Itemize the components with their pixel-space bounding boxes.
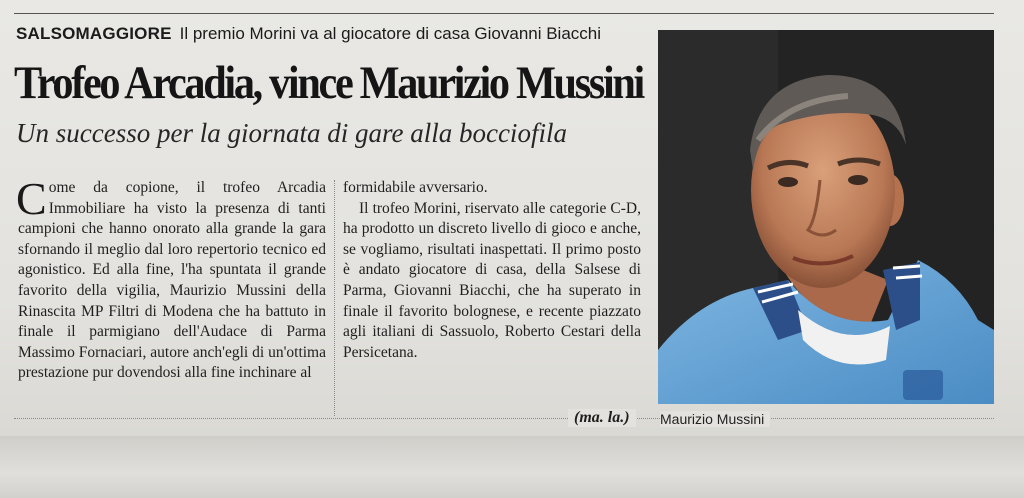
column-2-paragraph-1: formidabile avversario. [343,179,488,196]
column-1-text: ome da copione, il trofeo Arcadia Immobiliare ha visto la presenza di tanti campioni che hanno onorato alla grande la gara sfornando il meglio dal loro repertorio tecnico ed agonistico. Ed alla fine, l'ha spuntata il grande favorito della vigilia, Maurizio Mussini della Rinascita MP Filtri di Modena che ha battuto in finale il parmigiano dell'Audace di Parma Massimo Fornaciari, autore anch'egli di un'ottima prestazione pur dovendosi alla fine inchinare al [18,179,326,382]
top-rule [14,13,994,14]
author-signature: (ma. la.) [568,409,636,427]
portrait-photo [658,30,994,404]
column-2-paragraph-2: Il trofeo Morini, riservato alle categorie C-D, ha prodotto un discreto livello di gioco e anche, se vogliamo, risultati inaspettati. Il primo posto è andato giocatore di casa, della Salsese di Parma, Giovanni Biacchi, che ha superato in finale il favorito bolognese, e recente piazzato agli italiani di Sassuolo, Roberto Cestari della Persicetana. [343,199,641,361]
kicker-text: Il premio Morini va al giocatore di casa Giovanni Biacchi [179,24,602,43]
subheadline: Un successo per la giornata di gare alla bocciofila [16,118,567,148]
page-bottom-margin [0,436,1024,498]
bottom-rule [14,418,994,419]
kicker [16,24,601,44]
photo-caption: Maurizio Mussini [660,411,770,427]
portrait-illustration [658,30,994,404]
article-column-2 [343,178,641,363]
headline: Trofeo Arcadia, vince Maurizio Mussini [14,57,643,109]
kicker-place: SALSOMAGGIORE [16,24,172,43]
article-column-1 [16,173,326,384]
column-divider [334,180,335,416]
drop-cap: C [16,173,47,224]
